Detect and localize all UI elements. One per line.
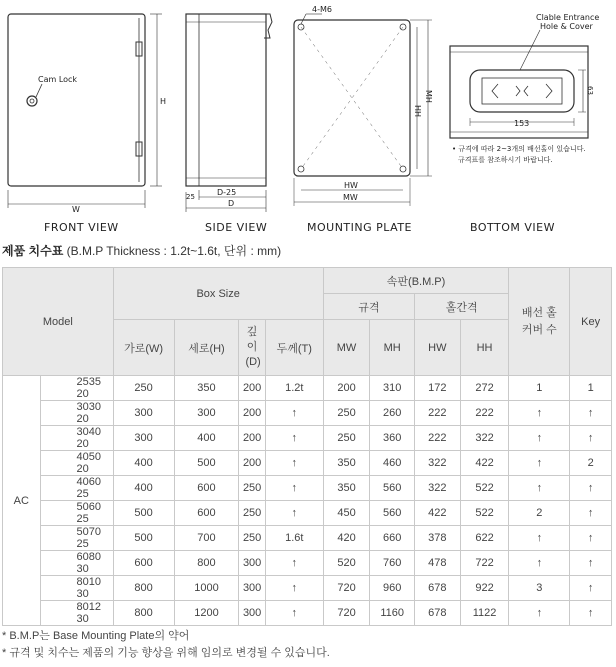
header-thickness: 두께(T) [265,320,323,376]
w-cell: 500 [113,501,174,526]
hw-cell: 478 [415,551,461,576]
hw-cell: 678 [415,576,461,601]
title-detail: (B.M.P Thickness : 1.2t~1.6t, 단위 : mm) [63,244,282,258]
mw-cell: 420 [323,526,370,551]
d-cell: 250 [239,501,265,526]
title-bold: 제품 치수표 [2,244,64,258]
hw-cell: 678 [415,601,461,626]
table-row [3,401,612,426]
key-cell: ↑ [570,401,612,426]
model-cell: 4050 20 [40,451,113,476]
hh-cell: 272 [460,376,509,401]
table-row [3,551,612,576]
header-hw: HW [415,320,461,376]
w-dimension-label: W [72,205,80,214]
h-cell: 600 [174,501,239,526]
h-cell: 500 [174,451,239,476]
header-hh: HH [460,320,509,376]
side-view-drawing [186,14,272,212]
table-row [3,576,612,601]
mw-cell: 350 [323,476,370,501]
h-dimension-label: H [160,97,167,106]
t-cell: 1.2t [265,376,323,401]
model-cell: 5070 25 [40,526,113,551]
hh-cell: 522 [460,476,509,501]
mh-cell: 760 [370,551,415,576]
hw-cell: 222 [415,401,461,426]
key-cell: 2 [570,451,612,476]
mw-label: MW [343,193,358,202]
t-cell: ↑ [265,401,323,426]
header-mw: MW [323,320,370,376]
key-cell: ↑ [570,501,612,526]
technical-drawings [0,0,616,240]
mw-cell: 350 [323,451,370,476]
w-cell: 400 [113,451,174,476]
t-cell: ↑ [265,576,323,601]
cam-lock-label: Cam Lock [38,75,78,84]
mw-cell: 520 [323,551,370,576]
key-cell: ↑ [570,476,612,501]
d-cell: 200 [239,426,265,451]
hw-cell: 222 [415,426,461,451]
header-box-size: Box Size [113,268,323,320]
hh-cell: 1122 [460,601,509,626]
model-cell: 2535 20 [40,376,113,401]
mh-cell: 260 [370,401,415,426]
h-cell: 1000 [174,576,239,601]
table-row [3,476,612,501]
model-cell: 3030 20 [40,401,113,426]
mh-cell: 1160 [370,601,415,626]
d25-dimension-label: D-25 [217,188,237,197]
hw-cell: 322 [415,451,461,476]
mh-cell: 460 [370,451,415,476]
footnotes [2,628,330,662]
header-hole-pitch: 홀간격 [415,294,509,320]
w-cell: 400 [113,476,174,501]
hh-cell: 222 [460,401,509,426]
t-cell: ↑ [265,551,323,576]
mw-cell: 250 [323,426,370,451]
d-cell: 300 [239,551,265,576]
mounting-plate-drawing [294,14,432,206]
mw-cell: 250 [323,401,370,426]
table-row [3,601,612,626]
mh-cell: 360 [370,426,415,451]
header-cover-count: 배선 홀 커버 수 [509,268,570,376]
t-cell: ↑ [265,601,323,626]
covers-cell: ↑ [509,401,570,426]
t-cell: ↑ [265,501,323,526]
hw-cell: 322 [415,476,461,501]
mw-cell: 720 [323,601,370,626]
key-cell: ↑ [570,576,612,601]
hh-cell: 622 [460,526,509,551]
mh-cell: 560 [370,476,415,501]
h-cell: 800 [174,551,239,576]
covers-cell: ↑ [509,526,570,551]
covers-cell: ↑ [509,451,570,476]
front-view-drawing [8,14,162,208]
h-cell: 700 [174,526,239,551]
key-cell: ↑ [570,601,612,626]
series-cell: AC [3,376,41,626]
mh-cell: 960 [370,576,415,601]
mw-cell: 450 [323,501,370,526]
table-row [3,376,612,401]
model-cell: 6080 30 [40,551,113,576]
hh-cell: 922 [460,576,509,601]
d-dimension-label: D [228,199,235,208]
t-cell: ↑ [265,426,323,451]
cable-hole-cover-label: Hole & Cover [540,22,593,31]
bottom-note-1: • 규격에 따라 2~3개의 배선홀이 있습니다. [452,145,586,153]
table-row [3,526,612,551]
t-cell: ↑ [265,451,323,476]
w-cell: 800 [113,601,174,626]
hh-label: HH [413,105,422,118]
w-cell: 800 [113,576,174,601]
dim-63-label: 63 [586,86,594,95]
spec-table [2,267,612,626]
key-cell: ↑ [570,526,612,551]
covers-cell: 1 [509,376,570,401]
d-cell: 250 [239,476,265,501]
d-cell: 200 [239,401,265,426]
hw-cell: 378 [415,526,461,551]
footnote-disclaimer: * 규격 및 치수는 제품의 기능 향상을 위해 임의로 변경될 수 있습니다. [2,647,330,659]
covers-cell: ↑ [509,551,570,576]
hw-cell: 172 [415,376,461,401]
hh-cell: 522 [460,501,509,526]
h-cell: 400 [174,426,239,451]
d-cell: 200 [239,451,265,476]
header-depth: 깊이(D) [239,320,265,376]
hw-cell: 422 [415,501,461,526]
h-cell: 1200 [174,601,239,626]
model-cell: 4060 25 [40,476,113,501]
cable-entrance-label: Clable Entrance [536,13,600,22]
h-cell: 300 [174,401,239,426]
bottom-view-label: BOTTOM VIEW [470,221,555,234]
key-cell: ↑ [570,426,612,451]
header-height: 세로(H) [174,320,239,376]
w-cell: 300 [113,401,174,426]
d-cell: 200 [239,376,265,401]
key-cell: 1 [570,376,612,401]
twentyfive-dimension-label: 25 [186,193,195,201]
mh-cell: 310 [370,376,415,401]
hh-cell: 722 [460,551,509,576]
w-cell: 250 [113,376,174,401]
t-cell: ↑ [265,476,323,501]
h-cell: 350 [174,376,239,401]
table-row [3,501,612,526]
covers-cell: ↑ [509,476,570,501]
w-cell: 500 [113,526,174,551]
d-cell: 300 [239,601,265,626]
spec-table-title [2,242,281,259]
model-cell: 5060 25 [40,501,113,526]
front-view-label: FRONT VIEW [44,221,119,234]
header-key: Key [570,268,612,376]
w-cell: 600 [113,551,174,576]
mh-cell: 660 [370,526,415,551]
mounting-plate-label: MOUNTING PLATE [307,221,412,234]
table-row [3,426,612,451]
mw-cell: 720 [323,576,370,601]
hh-cell: 322 [460,426,509,451]
mw-cell: 200 [323,376,370,401]
header-mh: MH [370,320,415,376]
table-row [3,451,612,476]
model-cell: 8012 30 [40,601,113,626]
d-cell: 300 [239,576,265,601]
side-view-label: SIDE VIEW [205,221,268,234]
m6-label: 4-M6 [312,5,332,14]
model-cell: 3040 20 [40,426,113,451]
footnote-bmp: * B.M.P는 Base Mounting Plate의 약어 [2,630,190,642]
d-cell: 250 [239,526,265,551]
mh-label: MH [424,90,433,103]
model-cell: 8010 30 [40,576,113,601]
covers-cell: ↑ [509,426,570,451]
cam-lock-icon [27,96,37,106]
header-width: 가로(W) [113,320,174,376]
hw-label: HW [344,181,358,190]
covers-cell: 2 [509,501,570,526]
t-cell: 1.6t [265,526,323,551]
header-model: Model [3,268,114,376]
mh-cell: 560 [370,501,415,526]
bottom-note-2: 규격표를 참조하시기 바랍니다. [458,156,553,164]
key-cell: ↑ [570,551,612,576]
header-spec: 규격 [323,294,414,320]
covers-cell: ↑ [509,601,570,626]
h-cell: 600 [174,476,239,501]
w-cell: 300 [113,426,174,451]
hh-cell: 422 [460,451,509,476]
header-inner-plate: 속판(B.M.P) [323,268,509,294]
dim-153-label: 153 [514,119,530,128]
covers-cell: 3 [509,576,570,601]
